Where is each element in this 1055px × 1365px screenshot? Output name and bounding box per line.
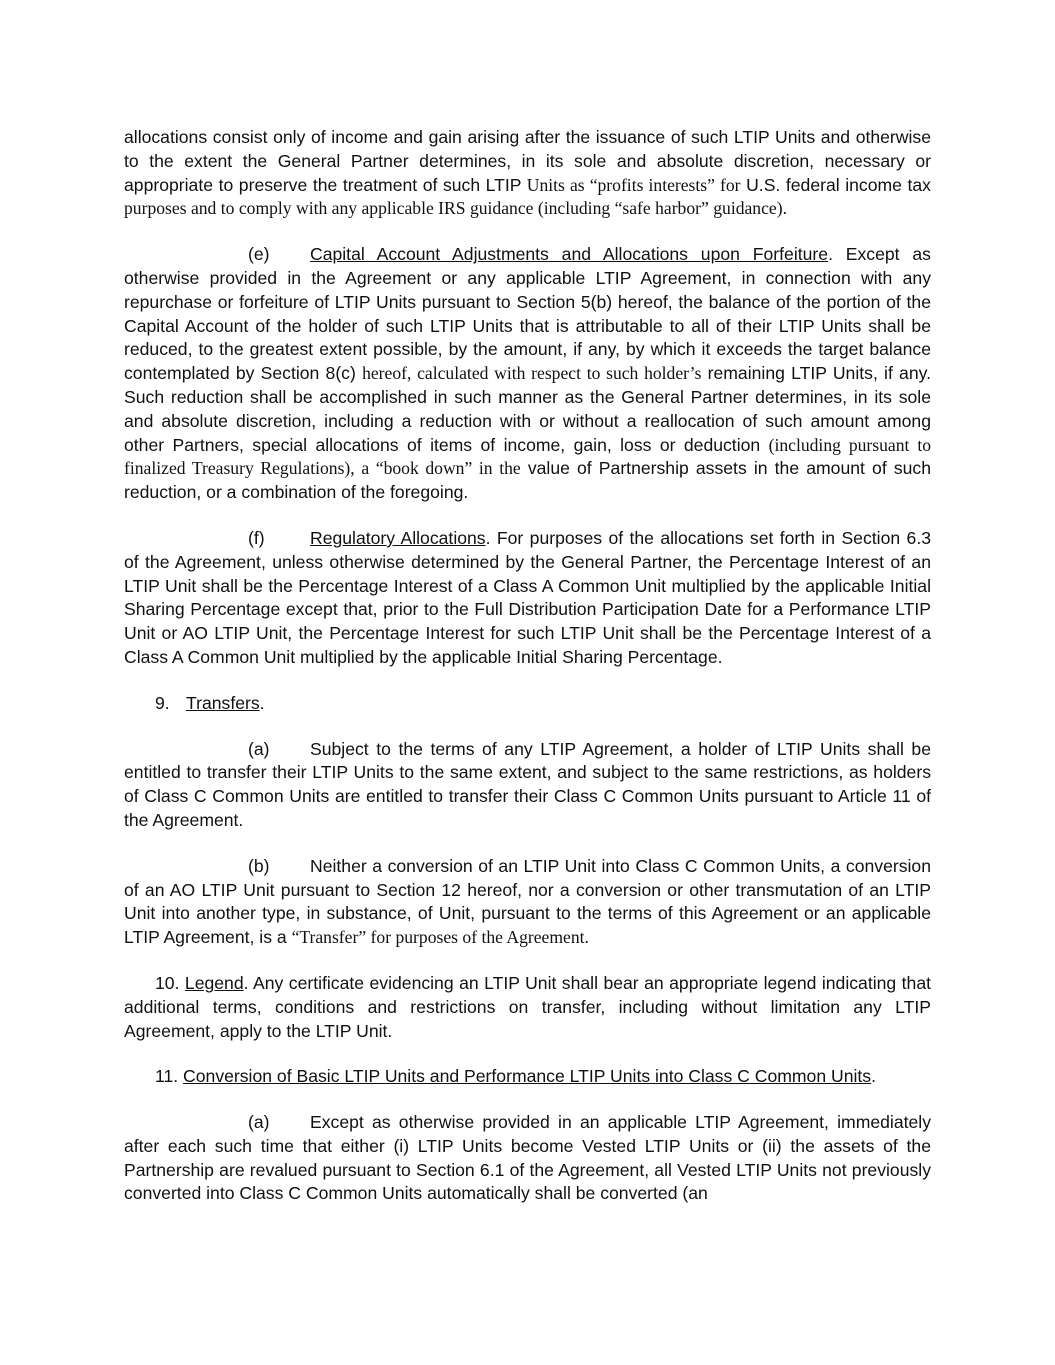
section-10-title: Legend bbox=[184, 972, 244, 993]
section-9-title: Transfers bbox=[186, 692, 260, 713]
section-11-suffix: . bbox=[871, 1066, 876, 1087]
paragraph-11a bbox=[124, 1111, 931, 1206]
section-10-text: . Any certificate evidencing an LTIP Unit shall bear an appropriate legend indicating that additional terms, conditions and restrictions on transfer, including without limitation any LTIP Agreement, apply to the LTIP Unit. bbox=[124, 972, 931, 1041]
subsection-label-9b: (b) bbox=[248, 855, 270, 876]
paragraph-e-text-5: value of Partnership assets in the amount of such reduction, or a combination of the foregoing. bbox=[124, 458, 931, 503]
subsection-heading-e: Capital Account Adjustments and Allocations upon Forfeiture bbox=[310, 244, 829, 265]
paragraph-f bbox=[124, 527, 931, 670]
paragraph-e-text-2: hereof, calculated with respect to such holder’s bbox=[362, 363, 702, 384]
paragraph-9a bbox=[124, 738, 931, 833]
paragraph-e-text-3: remaining LTIP Units, if any. Such reduction shall be accomplished in such manner as the General Partner determines, in its sole and absolute discretion, including a reduction with or without a reallocation of such amount among other Partners, special allocations of items of income, gain, loss or deduction bbox=[124, 363, 932, 455]
section-10-number: 10. bbox=[155, 972, 180, 993]
section-9-number: 9. bbox=[155, 692, 170, 713]
section-11-heading bbox=[124, 1065, 931, 1089]
intro-text-1: allocations consist only of income and gain arising after the issuance of such LTIP Units and otherwise to the extent the General Partner determines, in its sole and absolute discretion, necessary or appropriate to preserve the treatment of such LTIP bbox=[124, 127, 931, 195]
paragraph-f-text: . For purposes of the allocations set forth in Section 6.3 of the Agreement, unless otherwise determined by the General Partner, the Percentage Interest of an LTIP Unit shall be the Percentage Interest of a Class A Common Unit multiplied by the applicable Initial Sharing Percentage except that, prior to the Full Distribution Participation Date for a Performance LTIP Unit or AO LTIP Unit, the Percentage Interest for such LTIP Unit shall be the Percentage Interest of a Class A Common Unit multiplied by the applicable Initial Sharing Percentage. bbox=[124, 527, 931, 667]
section-9-heading bbox=[124, 692, 931, 716]
paragraph-9a-text: Subject to the terms of any LTIP Agreement, a holder of LTIP Units shall be entitled to transfer their LTIP Units to the same extent, and subject to the same restrictions, as holders of Class C Common Units are entitled to transfer their Class C Common Units pursuant to Article 11 of the Agreement. bbox=[124, 738, 931, 830]
document-body bbox=[124, 126, 931, 1228]
paragraph-11a-text: Except as otherwise provided in an applicable LTIP Agreement, immediately after each such time that either (i) LTIP Units become Vested LTIP Units or (ii) the assets of the Partnership are revalued pursuant to Section 6.1 of the Agreement, all Vested LTIP Units not previously converted into Class C Common Units automatically shall be converted (an bbox=[124, 1112, 931, 1204]
subsection-label-e: (e) bbox=[248, 244, 270, 265]
paragraph-e-text-4: (including pursuant to finalized Treasury Regulations), a “book down” in the bbox=[124, 434, 932, 479]
paragraph-9b-text: Neither a conversion of an LTIP Unit into Class C Common Units, a conversion of an AO LTIP Unit pursuant to Section 12 hereof, nor a conversion or other transmutation of an LTIP Unit into another type, in substance, of Unit, pursuant to the terms of this Agreement or an applicable LTIP Agreement, is a bbox=[124, 855, 931, 948]
paragraph-intro bbox=[124, 126, 931, 221]
section-11-number: 11. bbox=[155, 1066, 179, 1087]
intro-text-3: U.S. federal income tax bbox=[746, 174, 931, 195]
section-10 bbox=[124, 972, 931, 1043]
subsection-heading-f: Regulatory Allocations bbox=[310, 527, 486, 548]
paragraph-e bbox=[124, 243, 931, 505]
subsection-label-f: (f) bbox=[248, 527, 265, 548]
intro-text-4: purposes and to comply with any applicable IRS guidance (including “safe harbor” guidance). bbox=[124, 198, 787, 219]
paragraph-e-text-1: . Except as otherwise provided in the Agreement or any applicable LTIP Agreement, in connection with any repurchase or forfeiture of LTIP Units pursuant to Section 5(b) hereof, the balance of the portion of the Capital Account of the holder of such LTIP Units that is attributable to all of their LTIP Units shall be reduced, to the greatest extent possible, by the amount, if any, by which it exceeds the target balance contemplated by Section 8(c) bbox=[124, 244, 931, 384]
section-9-suffix: . bbox=[259, 692, 265, 713]
subsection-label-11a: (a) bbox=[248, 1112, 270, 1133]
subsection-label-9a: (a) bbox=[248, 738, 270, 759]
paragraph-9b-text-2: “Transfer” for purposes of the Agreement. bbox=[291, 927, 589, 948]
paragraph-9b bbox=[124, 855, 931, 950]
section-11-title: Conversion of Basic LTIP Units and Performance LTIP Units into Class C Common Units bbox=[183, 1066, 872, 1087]
intro-text-2: Units as “profits interests” for bbox=[526, 174, 741, 195]
